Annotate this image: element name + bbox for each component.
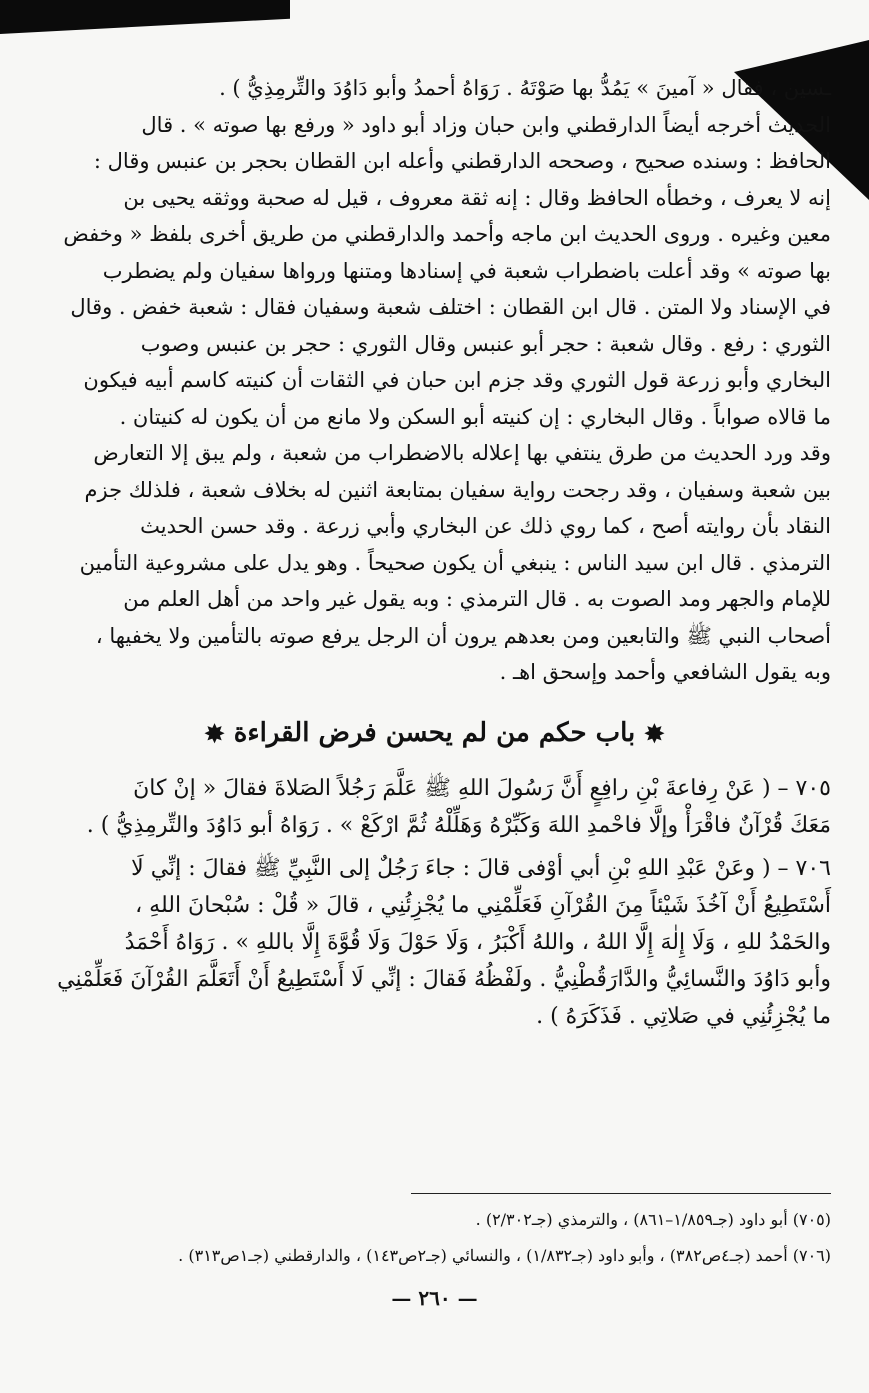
footnote: (٧٠٦) أحمد (جـ٤ص٣٨٢) ، وأبو داود (جـ١/٨٣٢) ، والنسائي (جـ٢ص١٤٣) ، والدارقطني (جـ١ص٣١٣) . xyxy=(178,1246,831,1265)
star-ornament-icon: ✸ xyxy=(644,718,665,748)
hadith-705 xyxy=(38,770,831,844)
commentary-line: ـسين ، فقال « آمينَ » يَمُدُّ بها صَوْتَهُ . رَوَاهُ أحمدُ وأبو دَاوُدَ والتِّرمِذِيُّ ) . xyxy=(219,76,831,100)
commentary-line: النقاد بأن روايته أصح ، كما روي ذلك عن البخاري وأبي زرعة . وقد حسن الحديث xyxy=(140,514,831,538)
commentary-line: بها صوته » وقد أعلت باضطراب شعبة في إسنادها ومتنها ورواها سفيان ولم يضطرب xyxy=(102,258,831,283)
scan-shadow-top xyxy=(0,0,290,34)
commentary-line: الحافظ : وسنده صحيح ، وصححه الدارقطني وأعله ابن القطان بحجر بن عنبس وقال : xyxy=(93,149,831,173)
commentary-line: الحديث أخرجه أيضاً الدارقطني وابن حبان وزاد أبو داود « ورفع بها صوته » . قال xyxy=(141,112,831,137)
commentary-line: في الإسناد ولا المتن . قال ابن القطان : اختلف شعبة وسفيان فقال : شعبة خفض . وقال xyxy=(70,295,831,319)
hadith-line: والحَمْدُ للهِ ، وَلَا إِلٰهَ إِلَّا اللهُ ، واللهُ أَكْبَرُ ، وَلَا حَوْلَ وَلَا قُوَّةَ إِلَّا باللهِ » . رَوَاهُ أَحْمَدُ xyxy=(124,929,831,955)
commentary-line: معين وغيره . وروى الحديث ابن ماجه وأحمد والدارقطني من طريق أخرى بلفظ « وخفض xyxy=(63,222,831,246)
chapter-heading xyxy=(38,713,831,754)
footnotes xyxy=(38,1193,831,1274)
hadith-line: ٧٠٥ – ( عَنْ رِفاعةَ بْنِ رافِعٍ أَنَّ رَسُولَ اللهِ ﷺ عَلَّمَ رَجُلاً الصَلاةَ فقالَ « إنْ كانَ xyxy=(133,775,831,801)
commentary-line: بين شعبة وسفيان ، وقد رجحت رواية سفيان بمتابعة اثنين له بخلاف شعبة ، فلذلك جزم xyxy=(84,477,831,502)
page-body xyxy=(38,70,831,1035)
hadith-line: وأبو دَاوُدَ والنَّسائِيُّ والدَّارَقُطْنِيُّ . ولَفْظُهُ فَقالَ : إنِّي لَا أَسْتَطِيعُ أَنْ أَتَعَلَّمَ القُرْآنَ فَعَلِّمْنِي xyxy=(57,966,831,992)
hadith-line: مَعَكَ قُرْآنٌ فاقْرَأْ وإلَّا فاحْمدِ اللهَ وَكَبِّرْهُ وَهَلِّلْهُ ثُمَّ ارْكَعْ » . رَوَاهُ أبو دَاوُدَ والتِّرمِذِيُّ ) . xyxy=(86,812,831,838)
commentary-line: ما قالاه صواباً . وقال البخاري : إن كنيته أبو السكن ولا مانع من أن يكون له كنيتان . xyxy=(119,404,831,429)
commentary-section xyxy=(38,70,831,691)
commentary-line: الترمذي . قال ابن سيد الناس : ينبغي أن يكون صحيحاً . وهو يدل على مشروعية التأمين xyxy=(79,550,831,575)
footnote-divider xyxy=(411,1193,831,1194)
hadith-line: أَسْتَطِيعُ أَنْ آخُذَ شَيْئاً مِنَ القُرْآنِ فَعَلِّمْنِي ما يُجْزِئُنِي ، قالَ « قُلْ : سُبْحانَ اللهِ ، xyxy=(135,892,831,918)
star-ornament-icon: ✸ xyxy=(204,718,225,748)
hadith-706 xyxy=(38,850,831,1035)
footnote: (٧٠٥) أبو داود (جـ١/٨٥٩–٨٦١) ، والترمذي (جـ٢/٣٠٢) . xyxy=(475,1210,831,1229)
commentary-line: الثوري : رفع . وقال شعبة : حجر أبو عنبس وقال الثوري : حجر بن عنبس وصوب xyxy=(140,331,831,356)
hadith-line: ما يُجْزِئُنِي في صَلاتِي . فَذَكَرَهُ ) . xyxy=(536,1003,831,1029)
hadith-line: ٧٠٦ – ( وعَنْ عَبْدِ اللهِ بْنِ أبي أوْفى قالَ : جاءَ رَجُلٌ إلى النَّبِيِّ ﷺ فقالَ : إنِّي لَا xyxy=(131,855,831,881)
commentary-line: البخاري وأبو زرعة قول الثوري وقد جزم ابن حبان في الثقات أن كنيته كاسم أبيه فيكون xyxy=(83,368,831,392)
commentary-line: للإمام والجهر ومد الصوت به . قال الترمذي : وبه يقول غير واحد من أهل العلم من xyxy=(123,587,831,611)
commentary-line: أصحاب النبي ﷺ والتابعين ومن بعدهم يرون أن الرجل يرفع صوته بالتأمين ولا يخفيها ، xyxy=(95,623,831,648)
page-number: — ٢٦٠ — xyxy=(391,1286,478,1310)
chapter-title: باب حكم من لم يحسن فرض القراءة xyxy=(233,717,636,748)
commentary-line: إنه لا يعرف ، وخطأه الحافظ وقال : إنه ثقة معروف ، قيل له صحبة ووثقه يحيى بن xyxy=(123,185,831,210)
commentary-line: وبه يقول الشافعي وأحمد وإسحق اهـ . xyxy=(499,660,831,684)
commentary-line: وقد ورد الحديث من طرق ينتفي بها إعلاله بالاضطراب من شعبة ، ولم يبق إلا التعارض xyxy=(93,441,831,465)
